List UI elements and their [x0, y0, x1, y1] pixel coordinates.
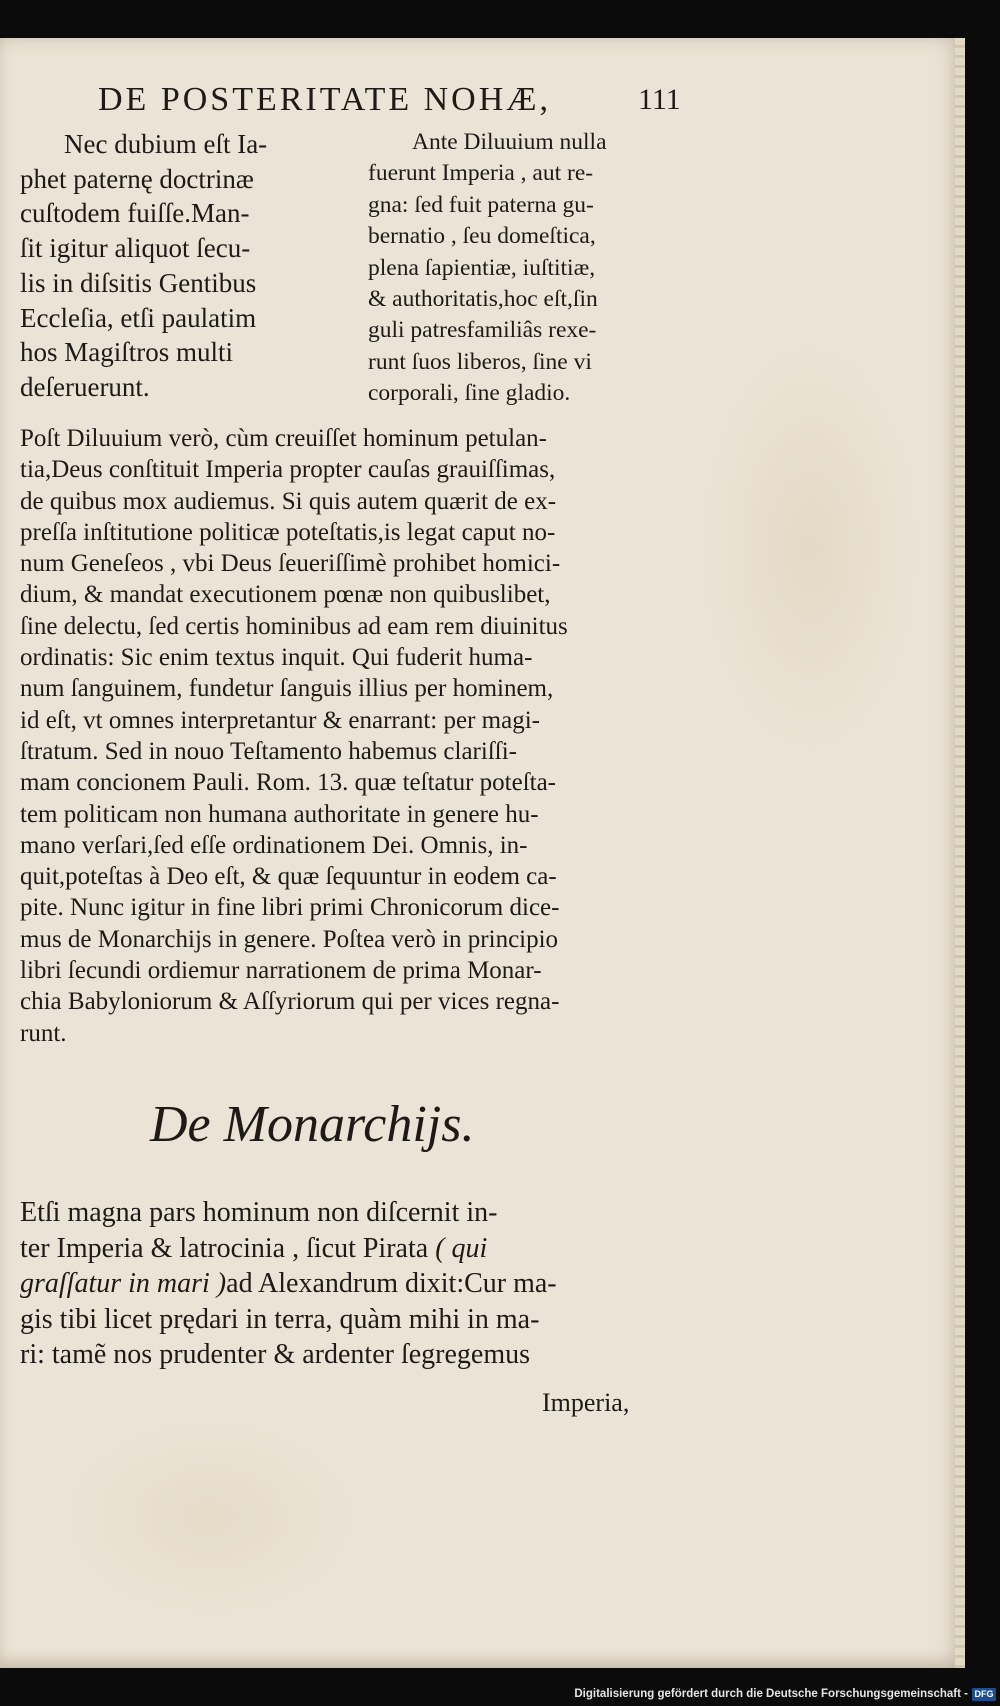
text-line: deſeruerunt.	[20, 371, 150, 402]
credit-text: Digitalisierung gefördert durch die Deutsche Forschungsgemeinschaft -	[574, 1688, 968, 1700]
text-line	[20, 1231, 672, 1267]
text-line: fuerunt Imperia , aut re-	[368, 160, 594, 187]
running-head: DE POSTERITATE NOHÆ,	[98, 81, 551, 118]
text-line: Eccleſia, etſi paulatim	[20, 302, 257, 333]
text-line: Etſi magna pars hominum non diſcernit in-	[20, 1197, 498, 1228]
text-line: ordinatis: Sic enim textus inquit. Qui fuderit huma-	[20, 644, 533, 672]
paper-stain	[700, 338, 920, 758]
text-line: id eſt, vt omnes interpretantur & enarrant: per magi-	[20, 706, 540, 734]
text-line: ſine delectu, ſed certis hominibus ad eam rem diuinitus	[20, 612, 568, 640]
text-line: runt ſuos liberos, ſine vi	[368, 348, 592, 375]
text-line: num Geneſeos , vbi Deus ſeueriſſimè prohibet homici-	[20, 550, 561, 578]
text-line: runt.	[20, 1019, 67, 1047]
text-line: de quibus mox audiemus. Si quis autem quærit de ex-	[20, 487, 557, 515]
text-line: dium, & mandat executionem pœnæ non quibuslibet,	[20, 581, 551, 609]
text-line: mus de Monarchijs in genere. Poſtea verò in principio	[20, 925, 559, 953]
text-line: plena ſapientiæ, iuſtitiæ,	[368, 254, 596, 281]
text-line: num ſanguinem, fundetur ſanguis illius per hominem,	[20, 675, 554, 703]
text-line: hos Magiſtros multi	[20, 337, 234, 368]
section-heading: De Monarchijs.	[150, 1096, 475, 1153]
text-segment: ter Imperia & latrocinia , ſicut Pirata	[20, 1232, 436, 1264]
page-deckle-edge	[955, 38, 965, 1668]
text-line: cuſtodem fuiſſe.Man-	[20, 198, 250, 229]
text-line: chia Babyloniorum & Aſſyriorum qui per vices regna-	[20, 988, 560, 1016]
catchword: Imperia,	[542, 1388, 630, 1417]
text-line: mam concionem Pauli. Rom. 13. quæ teſtatur poteſta-	[20, 769, 557, 797]
left-column-paragraph	[20, 127, 340, 405]
text-line: Ante Diluuium nulla	[412, 129, 607, 155]
text-line: preſſa inſtitutione politicæ poteſtatis,is legat caput no-	[20, 518, 556, 546]
text-line: gna: ſed fuit paterna gu-	[368, 191, 594, 218]
dfg-logo: DFG	[972, 1688, 996, 1701]
text-line: tem politicam non humana authoritate in genere hu-	[20, 800, 539, 828]
text-line: pite. Nunc igitur in fine libri primi Chronicorum dice-	[20, 894, 560, 922]
text-line: Nec dubium eſt Ia-	[64, 129, 268, 159]
text-line: phet paternę doctrinæ	[20, 163, 254, 194]
paper-stain	[60, 1418, 360, 1618]
text-line	[20, 1266, 672, 1302]
text-line: ri: tamẽ nos prudenter & ardenter ſegregemus	[20, 1339, 531, 1370]
text-line: quit,poteſtas à Deo eſt, & quæ ſequuntur in eodem ca-	[20, 863, 557, 891]
text-line: tia,Deus conſtituit Imperia propter cauſas grauiſſimas,	[20, 456, 556, 484]
text-segment: ad Alexandrum dixit:Cur ma-	[226, 1268, 557, 1299]
text-line: mano verſari,ſed eſſe ordinationem Dei. Omnis, in-	[20, 831, 528, 859]
text-line: lis in diſsitis Gentibus	[20, 267, 257, 298]
text-line: bernatio , ſeu domeſtica,	[368, 223, 596, 250]
text-line: corporali, ſine gladio.	[368, 380, 571, 407]
text-line: gis tibi licet prędari in terra, quàm mihi in ma-	[20, 1303, 540, 1335]
digitization-credit	[574, 1686, 996, 1702]
text-line: Poſt Diluuium verò, cùm creuiſſet hominum petulan-	[20, 425, 547, 452]
text-line: guli patresfamiliâs rexe-	[368, 317, 597, 344]
text-line: libri ſecundi ordiemur narrationem de prima Monar-	[20, 957, 542, 985]
text-line: ſtratum. Sed in nouo Teſtamento habemus clariſſi-	[20, 737, 517, 765]
section-paragraph	[20, 1195, 672, 1373]
page-number: 111	[638, 83, 681, 116]
text-line: ſit igitur aliquot ſecu-	[20, 233, 251, 264]
main-paragraph	[20, 423, 672, 1049]
right-column-paragraph	[368, 127, 668, 410]
text-line: & authoritatis,hoc eſt,ſin	[368, 286, 598, 313]
italic-segment: graſſatur in mari )	[20, 1268, 227, 1299]
italic-segment: ( qui	[435, 1232, 488, 1264]
